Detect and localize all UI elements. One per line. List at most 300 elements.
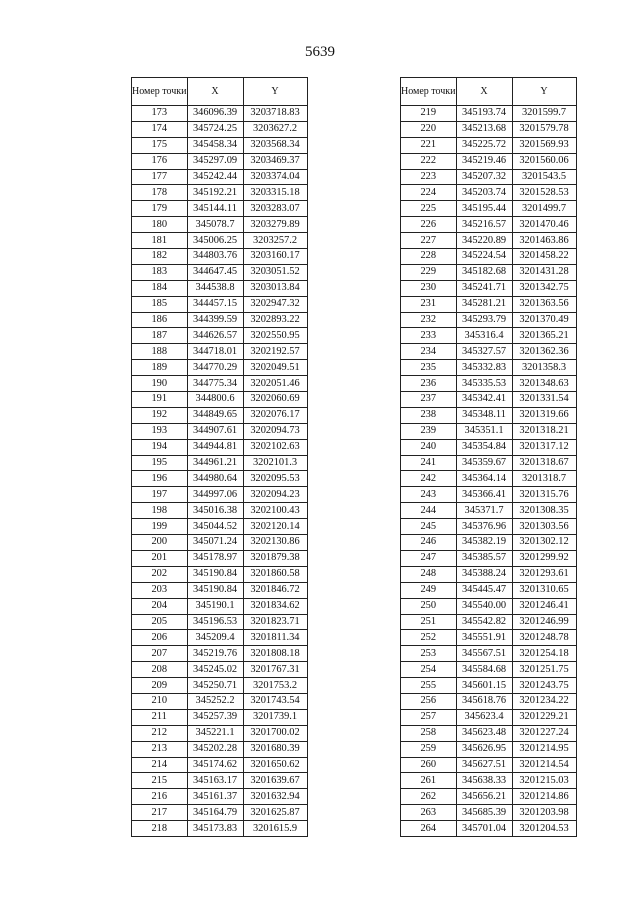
table-row (401, 535, 577, 551)
table-row (401, 153, 577, 169)
x-coordinate-cell: 345623.48 (456, 725, 512, 741)
x-coordinate-cell: 345551.91 (456, 630, 512, 646)
x-coordinate-cell: 345359.67 (456, 455, 512, 471)
y-header: Y (512, 78, 576, 106)
point-number-cell: 209 (132, 678, 188, 694)
point-number-cell: 253 (401, 646, 457, 662)
x-coordinate-cell: 345601.15 (456, 678, 512, 694)
point-number-cell: 235 (401, 360, 457, 376)
table-row (401, 471, 577, 487)
y-header: Y (243, 78, 307, 106)
point-number-cell: 225 (401, 201, 457, 217)
y-coordinate-cell: 3203469.37 (243, 153, 307, 169)
table-row (401, 757, 577, 773)
x-coordinate-cell: 345327.57 (456, 344, 512, 360)
table-row (401, 725, 577, 741)
y-coordinate-cell: 3201214.54 (512, 757, 576, 773)
x-coordinate-cell: 345207.32 (456, 169, 512, 185)
x-coordinate-cell: 345173.83 (187, 821, 243, 837)
point-number-cell: 203 (132, 582, 188, 598)
point-number-cell: 197 (132, 487, 188, 503)
y-coordinate-cell: 3201310.65 (512, 582, 576, 598)
table-row (401, 630, 577, 646)
x-coordinate-cell: 345623.4 (456, 709, 512, 725)
point-number-cell: 241 (401, 455, 457, 471)
point-number-cell: 176 (132, 153, 188, 169)
x-coordinate-cell: 345627.51 (456, 757, 512, 773)
x-coordinate-cell: 345701.04 (456, 821, 512, 837)
y-coordinate-cell: 3201215.03 (512, 773, 576, 789)
y-coordinate-cell: 3201203.98 (512, 805, 576, 821)
x-coordinate-cell: 345540.00 (456, 598, 512, 614)
point-number-cell: 213 (132, 741, 188, 757)
y-coordinate-cell: 3201302.12 (512, 535, 576, 551)
x-coordinate-cell: 345144.11 (187, 201, 243, 217)
point-number-cell: 211 (132, 709, 188, 725)
table-row (401, 217, 577, 233)
table-row (132, 614, 308, 630)
point-number-cell: 174 (132, 121, 188, 137)
point-number-cell: 187 (132, 328, 188, 344)
point-number-cell: 201 (132, 550, 188, 566)
table-row (401, 741, 577, 757)
point-number-cell: 226 (401, 217, 457, 233)
point-number-cell: 196 (132, 471, 188, 487)
y-coordinate-cell: 3201246.99 (512, 614, 576, 630)
x-coordinate-cell: 345241.71 (456, 280, 512, 296)
table-row (132, 201, 308, 217)
table-row (401, 312, 577, 328)
table-row (132, 662, 308, 678)
point-number-cell: 260 (401, 757, 457, 773)
point-number-cell: 192 (132, 407, 188, 423)
x-coordinate-cell: 345161.37 (187, 789, 243, 805)
x-coordinate-cell: 345656.21 (456, 789, 512, 805)
coordinates-table-right (400, 77, 577, 837)
x-coordinate-cell: 345281.21 (456, 296, 512, 312)
x-coordinate-cell: 345196.53 (187, 614, 243, 630)
table-row (401, 423, 577, 439)
y-coordinate-cell: 3203718.83 (243, 106, 307, 122)
y-coordinate-cell: 3201254.18 (512, 646, 576, 662)
x-coordinate-cell: 344849.65 (187, 407, 243, 423)
table-row (132, 471, 308, 487)
y-coordinate-cell: 3202095.53 (243, 471, 307, 487)
table-row (401, 805, 577, 821)
y-coordinate-cell: 3201229.21 (512, 709, 576, 725)
y-coordinate-cell: 3203315.18 (243, 185, 307, 201)
y-coordinate-cell: 3201743.54 (243, 693, 307, 709)
x-coordinate-cell: 345364.14 (456, 471, 512, 487)
point-number-cell: 252 (401, 630, 457, 646)
table-row (132, 805, 308, 821)
point-number-cell: 190 (132, 376, 188, 392)
y-coordinate-cell: 3201860.58 (243, 566, 307, 582)
y-coordinate-cell: 3203013.84 (243, 280, 307, 296)
x-coordinate-cell: 344399.59 (187, 312, 243, 328)
y-coordinate-cell: 3201243.75 (512, 678, 576, 694)
y-coordinate-cell: 3201846.72 (243, 582, 307, 598)
table-row (132, 407, 308, 423)
table-row (132, 328, 308, 344)
point-number-cell: 218 (132, 821, 188, 837)
table-row (401, 519, 577, 535)
table-row (132, 439, 308, 455)
table-row (401, 121, 577, 137)
y-coordinate-cell: 3203279.89 (243, 217, 307, 233)
point-number-cell: 182 (132, 249, 188, 265)
y-coordinate-cell: 3201303.56 (512, 519, 576, 535)
point-number-cell: 249 (401, 582, 457, 598)
x-coordinate-cell: 344803.76 (187, 249, 243, 265)
point-number-cell: 230 (401, 280, 457, 296)
table-row (401, 773, 577, 789)
point-number-header: Номер точки (132, 78, 188, 106)
table-row (401, 344, 577, 360)
y-coordinate-cell: 3201615.9 (243, 821, 307, 837)
table-row (132, 741, 308, 757)
y-coordinate-cell: 3201431.28 (512, 264, 576, 280)
y-coordinate-cell: 3202130.86 (243, 535, 307, 551)
table-row (401, 233, 577, 249)
point-number-cell: 181 (132, 233, 188, 249)
y-coordinate-cell: 3201318.21 (512, 423, 576, 439)
y-coordinate-cell: 3202893.22 (243, 312, 307, 328)
x-coordinate-cell: 344770.29 (187, 360, 243, 376)
x-coordinate-cell: 345242.44 (187, 169, 243, 185)
y-coordinate-cell: 3202120.14 (243, 519, 307, 535)
y-coordinate-cell: 3201251.75 (512, 662, 576, 678)
table-row (132, 519, 308, 535)
x-coordinate-cell: 345542.82 (456, 614, 512, 630)
x-coordinate-cell: 345224.54 (456, 249, 512, 265)
x-coordinate-cell: 345567.51 (456, 646, 512, 662)
x-coordinate-cell: 345078.7 (187, 217, 243, 233)
table-row (401, 280, 577, 296)
point-number-cell: 262 (401, 789, 457, 805)
x-coordinate-cell: 344944.81 (187, 439, 243, 455)
x-coordinate-cell: 345618.76 (456, 693, 512, 709)
point-number-cell: 199 (132, 519, 188, 535)
y-coordinate-cell: 3201315.76 (512, 487, 576, 503)
point-number-cell: 200 (132, 535, 188, 551)
x-coordinate-cell: 345250.71 (187, 678, 243, 694)
y-coordinate-cell: 3201365.21 (512, 328, 576, 344)
point-number-cell: 248 (401, 566, 457, 582)
x-coordinate-cell: 345209.4 (187, 630, 243, 646)
table-row (132, 725, 308, 741)
point-number-cell: 186 (132, 312, 188, 328)
table-row (401, 407, 577, 423)
point-number-cell: 227 (401, 233, 457, 249)
x-coordinate-cell: 345044.52 (187, 519, 243, 535)
point-number-cell: 240 (401, 439, 457, 455)
x-coordinate-cell: 345388.24 (456, 566, 512, 582)
x-coordinate-cell: 345071.24 (187, 535, 243, 551)
x-coordinate-cell: 345016.38 (187, 503, 243, 519)
x-coordinate-cell: 345219.46 (456, 153, 512, 169)
x-coordinate-cell: 345354.84 (456, 439, 512, 455)
table-row (401, 296, 577, 312)
table-row (401, 455, 577, 471)
point-number-cell: 188 (132, 344, 188, 360)
y-coordinate-cell: 3201362.36 (512, 344, 576, 360)
point-number-cell: 229 (401, 264, 457, 280)
x-coordinate-cell: 345190.1 (187, 598, 243, 614)
point-number-cell: 220 (401, 121, 457, 137)
table-row (401, 693, 577, 709)
x-coordinate-cell: 345216.57 (456, 217, 512, 233)
table-row (401, 646, 577, 662)
x-coordinate-cell: 345293.79 (456, 312, 512, 328)
table-row (132, 312, 308, 328)
table-row (132, 121, 308, 137)
coordinates-table-left (131, 77, 308, 837)
point-number-cell: 193 (132, 423, 188, 439)
y-coordinate-cell: 3203283.07 (243, 201, 307, 217)
x-coordinate-cell: 345316.4 (456, 328, 512, 344)
point-number-cell: 247 (401, 550, 457, 566)
table-row (132, 264, 308, 280)
table-row (132, 185, 308, 201)
y-coordinate-cell: 3201214.86 (512, 789, 576, 805)
y-coordinate-cell: 3201370.49 (512, 312, 576, 328)
x-coordinate-cell: 344980.64 (187, 471, 243, 487)
y-coordinate-cell: 3201543.5 (512, 169, 576, 185)
y-coordinate-cell: 3201811.34 (243, 630, 307, 646)
point-number-cell: 191 (132, 392, 188, 408)
point-number-cell: 228 (401, 249, 457, 265)
point-number-cell: 250 (401, 598, 457, 614)
y-coordinate-cell: 3202076.17 (243, 407, 307, 423)
point-number-cell: 180 (132, 217, 188, 233)
y-coordinate-cell: 3201739.1 (243, 709, 307, 725)
point-number-cell: 189 (132, 360, 188, 376)
table-row (401, 264, 577, 280)
point-number-cell: 258 (401, 725, 457, 741)
x-coordinate-cell: 345685.39 (456, 805, 512, 821)
y-coordinate-cell: 3201246.41 (512, 598, 576, 614)
table-row (132, 169, 308, 185)
table-row (401, 487, 577, 503)
point-number-cell: 212 (132, 725, 188, 741)
x-coordinate-cell: 345192.21 (187, 185, 243, 201)
x-coordinate-cell: 345332.83 (456, 360, 512, 376)
table-row (401, 550, 577, 566)
x-coordinate-cell: 345335.53 (456, 376, 512, 392)
x-coordinate-cell: 345245.02 (187, 662, 243, 678)
x-coordinate-cell: 345202.28 (187, 741, 243, 757)
y-coordinate-cell: 3201319.66 (512, 407, 576, 423)
point-number-cell: 261 (401, 773, 457, 789)
x-header: X (456, 78, 512, 106)
y-coordinate-cell: 3201342.75 (512, 280, 576, 296)
table-row (132, 233, 308, 249)
table-row (132, 550, 308, 566)
y-coordinate-cell: 3201318.67 (512, 455, 576, 471)
y-coordinate-cell: 3201569.93 (512, 137, 576, 153)
y-coordinate-cell: 3201625.87 (243, 805, 307, 821)
point-number-cell: 255 (401, 678, 457, 694)
table-row (132, 789, 308, 805)
table-row (132, 106, 308, 122)
y-coordinate-cell: 3203257.2 (243, 233, 307, 249)
y-coordinate-cell: 3201308.35 (512, 503, 576, 519)
table-row (401, 376, 577, 392)
table-row (132, 487, 308, 503)
y-coordinate-cell: 3201560.06 (512, 153, 576, 169)
point-number-cell: 177 (132, 169, 188, 185)
table-row (132, 153, 308, 169)
point-number-cell: 210 (132, 693, 188, 709)
x-coordinate-cell: 344800.6 (187, 392, 243, 408)
y-coordinate-cell: 3201823.71 (243, 614, 307, 630)
table-row (401, 582, 577, 598)
table-row (132, 344, 308, 360)
point-number-cell: 236 (401, 376, 457, 392)
y-coordinate-cell: 3201879.38 (243, 550, 307, 566)
x-coordinate-cell: 345220.89 (456, 233, 512, 249)
point-number-cell: 231 (401, 296, 457, 312)
x-coordinate-cell: 345371.7 (456, 503, 512, 519)
point-number-cell: 217 (132, 805, 188, 821)
table-row (401, 821, 577, 837)
x-coordinate-cell: 345193.74 (456, 106, 512, 122)
table-row (132, 423, 308, 439)
x-coordinate-cell: 345626.95 (456, 741, 512, 757)
y-coordinate-cell: 3203160.17 (243, 249, 307, 265)
table-row (401, 328, 577, 344)
table-row (132, 249, 308, 265)
table-row (132, 646, 308, 662)
point-number-cell: 264 (401, 821, 457, 837)
y-coordinate-cell: 3201632.94 (243, 789, 307, 805)
table-row (401, 662, 577, 678)
table-row (132, 360, 308, 376)
y-coordinate-cell: 3201293.61 (512, 566, 576, 582)
x-coordinate-cell: 345638.33 (456, 773, 512, 789)
y-coordinate-cell: 3201499.7 (512, 201, 576, 217)
y-coordinate-cell: 3201639.67 (243, 773, 307, 789)
x-coordinate-cell: 345445.47 (456, 582, 512, 598)
x-coordinate-cell: 345342.41 (456, 392, 512, 408)
table-row (132, 535, 308, 551)
y-coordinate-cell: 3201227.24 (512, 725, 576, 741)
table-row (401, 360, 577, 376)
table-row (401, 137, 577, 153)
x-coordinate-cell: 345376.96 (456, 519, 512, 535)
y-coordinate-cell: 3201363.56 (512, 296, 576, 312)
y-coordinate-cell: 3202051.46 (243, 376, 307, 392)
y-coordinate-cell: 3201753.2 (243, 678, 307, 694)
point-number-cell: 208 (132, 662, 188, 678)
table-row (132, 709, 308, 725)
x-coordinate-cell: 345213.68 (456, 121, 512, 137)
y-coordinate-cell: 3201650.62 (243, 757, 307, 773)
table-header-row (132, 78, 308, 106)
y-coordinate-cell: 3201470.46 (512, 217, 576, 233)
table-row (401, 678, 577, 694)
y-coordinate-cell: 3202100.43 (243, 503, 307, 519)
x-coordinate-cell: 345348.11 (456, 407, 512, 423)
table-row (401, 598, 577, 614)
point-number-cell: 257 (401, 709, 457, 725)
point-number-cell: 215 (132, 773, 188, 789)
point-number-cell: 183 (132, 264, 188, 280)
x-coordinate-cell: 344775.34 (187, 376, 243, 392)
y-coordinate-cell: 3201579.78 (512, 121, 576, 137)
table-row (401, 106, 577, 122)
point-number-cell: 202 (132, 566, 188, 582)
x-coordinate-cell: 345366.41 (456, 487, 512, 503)
table-row (132, 757, 308, 773)
y-coordinate-cell: 3201214.95 (512, 741, 576, 757)
y-coordinate-cell: 3203568.34 (243, 137, 307, 153)
table-row (132, 137, 308, 153)
table-row (401, 392, 577, 408)
x-coordinate-cell: 345297.09 (187, 153, 243, 169)
x-coordinate-cell: 346096.39 (187, 106, 243, 122)
point-number-cell: 244 (401, 503, 457, 519)
y-coordinate-cell: 3201318.7 (512, 471, 576, 487)
point-number-cell: 245 (401, 519, 457, 535)
table-row (401, 503, 577, 519)
y-coordinate-cell: 3202102.63 (243, 439, 307, 455)
x-coordinate-cell: 344647.45 (187, 264, 243, 280)
table-row (401, 439, 577, 455)
point-number-cell: 198 (132, 503, 188, 519)
table-row (132, 376, 308, 392)
y-coordinate-cell: 3202049.51 (243, 360, 307, 376)
x-coordinate-cell: 345190.84 (187, 582, 243, 598)
point-number-cell: 219 (401, 106, 457, 122)
y-coordinate-cell: 3202192.57 (243, 344, 307, 360)
y-coordinate-cell: 3202947.32 (243, 296, 307, 312)
point-number-cell: 204 (132, 598, 188, 614)
table-header-row (401, 78, 577, 106)
table-row (401, 566, 577, 582)
x-header: X (187, 78, 243, 106)
x-coordinate-cell: 345178.97 (187, 550, 243, 566)
y-coordinate-cell: 3202550.95 (243, 328, 307, 344)
y-coordinate-cell: 3201834.62 (243, 598, 307, 614)
point-number-cell: 216 (132, 789, 188, 805)
x-coordinate-cell: 345458.34 (187, 137, 243, 153)
point-number-cell: 222 (401, 153, 457, 169)
x-coordinate-cell: 344907.61 (187, 423, 243, 439)
table-row (132, 821, 308, 837)
point-number-cell: 259 (401, 741, 457, 757)
x-coordinate-cell: 344538.8 (187, 280, 243, 296)
x-coordinate-cell: 345584.68 (456, 662, 512, 678)
x-coordinate-cell: 345182.68 (456, 264, 512, 280)
point-number-cell: 239 (401, 423, 457, 439)
y-coordinate-cell: 3201808.18 (243, 646, 307, 662)
x-coordinate-cell: 345219.76 (187, 646, 243, 662)
point-number-cell: 194 (132, 439, 188, 455)
point-number-cell: 254 (401, 662, 457, 678)
y-coordinate-cell: 3201348.63 (512, 376, 576, 392)
x-coordinate-cell: 345174.62 (187, 757, 243, 773)
point-number-cell: 233 (401, 328, 457, 344)
point-number-cell: 237 (401, 392, 457, 408)
point-number-cell: 175 (132, 137, 188, 153)
table-row (132, 296, 308, 312)
y-coordinate-cell: 3201358.3 (512, 360, 576, 376)
point-number-cell: 179 (132, 201, 188, 217)
point-number-cell: 238 (401, 407, 457, 423)
x-coordinate-cell: 344997.06 (187, 487, 243, 503)
